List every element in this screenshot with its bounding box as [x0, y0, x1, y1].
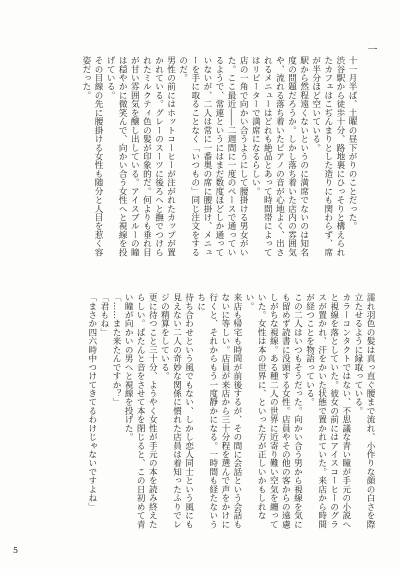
dialogue-line: 「まさか四六時中つけてきてるわけじゃないですよね」	[86, 293, 97, 511]
chapter-mark: 一	[365, 44, 376, 55]
paragraph: 男性の前にはホットコーヒーが注がれたカップが置かれている。グレーのスーツに後ろへと撫でつけられたミルクティ色の髪が印象的だ。何よりも垂れ目が甘い雰囲気を醸し出している。アイスブルーの瞳は穏やかに微笑んで、向かい合う女性へと視線を投げている。	[105, 56, 176, 257]
paragraph: 来店も帰宅も時間が前後するが、その間に会話という会話もないに等しい。店員が来店から三十分程を選んで声をかけに行くと、それからもう一度静かになる。一時間も経たないうちに	[195, 293, 242, 529]
text-block-lower	[30, 293, 376, 532]
paragraph: 濡れ羽色の髪は真っ直ぐ腰まで流れ、小作りな顔の白さを際立たせるように縁取っている。	[352, 293, 375, 529]
dialogue-line: 「君もね」	[98, 293, 109, 337]
paragraph: 更に待つこと三十分、ようやく女性が手元の本を読み終えたらしい。ぱたんと音をさせて本を閉じると、この日初めて青い瞳が向かいの男へと視線を投げた。	[123, 293, 158, 529]
dialogue-line: 「……また来たんですか？」	[111, 293, 122, 407]
paragraph: 渋谷駅から徒歩十分、路地裏にひっそりと構えられたカフェはこぢんまりとした造りにも関わらず、席が半分ほど空いている。	[310, 56, 345, 257]
paragraph: 店の一角で向かい合うようにして腰掛ける男女がいた。ここ最近――二週間に一度のペースで通っているようで、常連というにはまだ数度ほどしか通っていないが、二人は常に一番奥の席に腰掛け、メニューを手に取ることなく「いつもの」同じ注文をするのだ。	[177, 56, 249, 257]
paragraph: その目線の先に腰掛ける女性も随分と人目を惹く容姿だった。	[80, 56, 104, 257]
paragraph: 十一月半ば、土曜の昼下がりのことだった。	[347, 56, 357, 231]
page-number: 5	[13, 546, 19, 555]
text-block-upper	[30, 56, 358, 265]
paragraph: 待ち合わせという風でもない、しかし恋人同士という風にも見えない二人の奇妙な関係に慣れた店員は着知ったふりでレジの精算をしている。	[159, 293, 194, 529]
paragraph: この二人はいつもそうだった。向かい合う男から視線を気にも留めず読書に没頭する女性。店員やその他の客からの遠慮しがちな視線。ある種二人の世界に近寄り難い空気を纏っていた。女性は本の世界に、といった方が正しいかもしれない。	[244, 293, 303, 529]
paragraph: カラーコンタクトではない、不思議な青い瞳が手元の小説へと視線を落としていた。彼女の前にはアイスコーヒーのグラスが置かれ、汗をかいた状態で置かれていた。来店から時間が経つことを物語っている。	[304, 293, 351, 529]
paragraph: 駅から然程遠くないというのに満席でないのは知名度の問題だろうか。しかし落ち着いた店内の雰囲気や、流れる落ち着いたピアノの音が心地よく、出されるメニューはどれも絶品とあって時間帯によってはリピーターで満席になるらしい。	[250, 56, 309, 257]
